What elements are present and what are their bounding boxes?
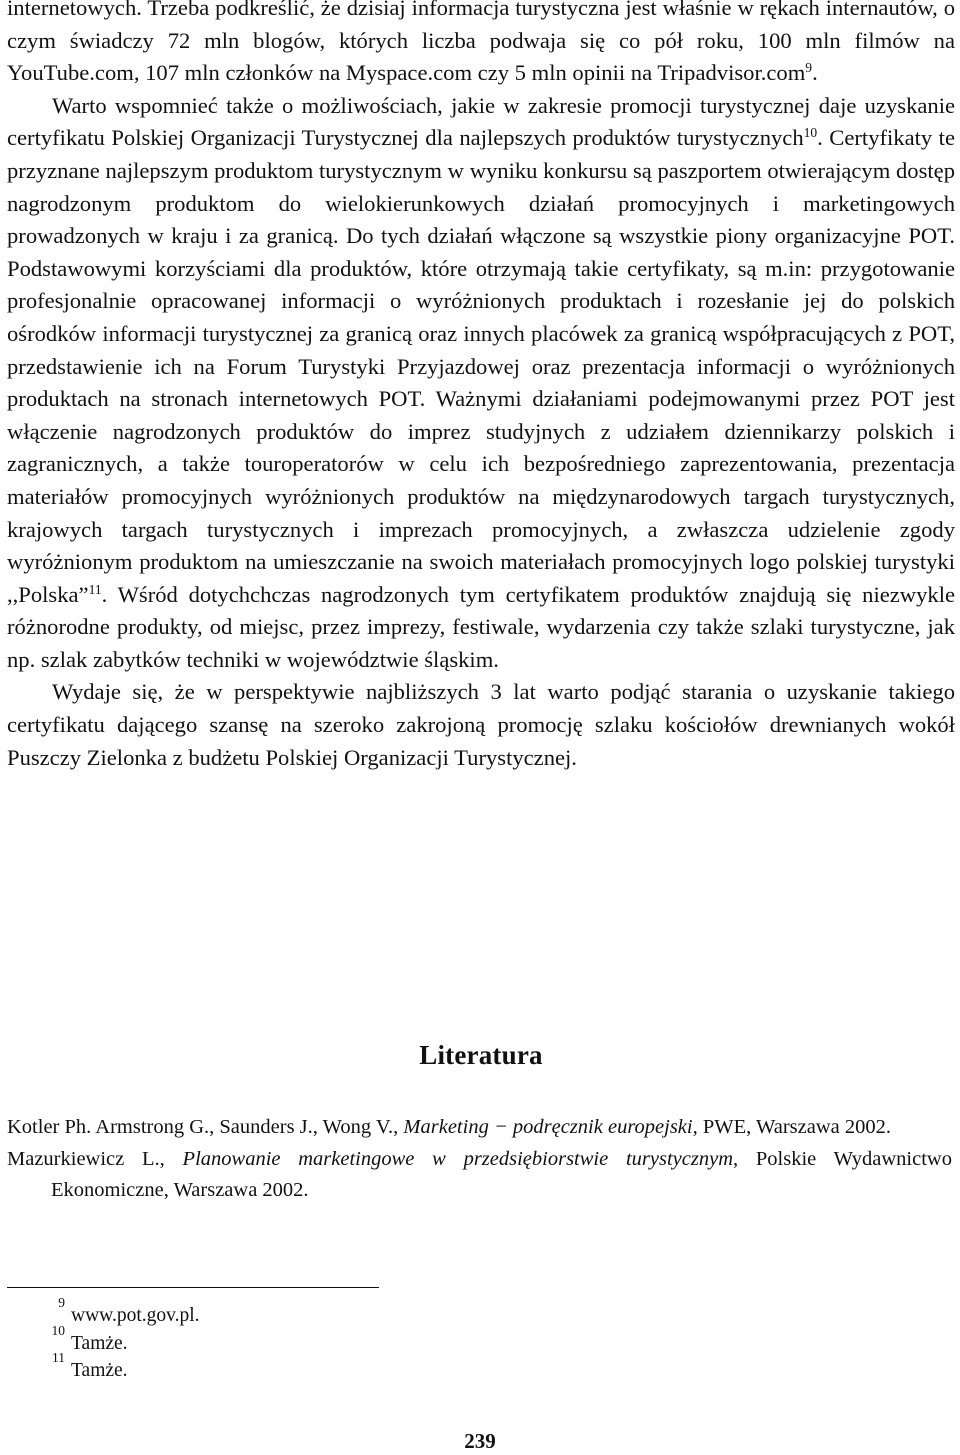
ref-title: Marketing − podręcznik europejski [403, 1116, 693, 1138]
body-paragraph-1 [7, 0, 955, 90]
paragraph-2-text-b: . Certyfikaty te przyznane najlepszym produktom turystycznym w wyniku konkursu są paszportem otwierającym dostęp nagrodzonym produktom do wielokierunkowych działań promocyjnych i marketingowych prowadzonych w kraju i za granicą. Do tych działań włączone są wszystkie piony organizacyjne POT. Podstawowymi korzyściami dla produktów, które otrzymają takie certyfikaty, są m.in: przygotowanie profesjonalnie opracowanej informacji o wyróżnionych produktach i rozesłanie jej do polskich ośrodków informacji turystycznej za granicą oraz innych placówek za granicą współpracujących z POT, przedstawienie ich na Forum Turystyki Przyjazdowej oraz prezentacja informacji o wyróżnionych produktach na stronach internetowych POT. Ważnymi działaniami podejmowanymi przez POT jest włączenie nagrodzonych produktów do imprez studyjnych z udziałem dziennikarzy polskich i zagranicznych, a także touroperatorów w celu ich bezpośredniego zaprezentowania, prezentacja materiałów promocyjnych wyróżnionych produktów na międzynarodowych targach turystycznych, krajowych targach turystycznych i imprezach promocyjnych, a zwłaszcza udzielenie zgody wyróżnionym produktom na umieszczanie na swoich materiałach promocyjnych logo polskiej turystyki ,,Polska” [7, 125, 955, 607]
footnote-text: Tamże. [71, 1360, 128, 1381]
paragraph-2-text-c: . Wśród dotychchczas nagrodzonych tym certyfikatem produktów znajdują się niezwykle różnorodne produkty, od miejsc, przez imprezy, festiwale, wydarzenia czy także szlaki turystyczne, jak np. szlak zabytków techniki w województwie śląskim. [7, 581, 955, 672]
footnote-ref-11: 11 [88, 581, 102, 597]
footnote-10 [7, 1322, 707, 1358]
document-page [7, 0, 955, 1381]
bibliography-list [7, 1112, 952, 1206]
page-number: 239 [464, 1429, 496, 1453]
footnote-11 [7, 1350, 707, 1385]
ref-publisher: , Polskie Wydawnictwo Ekonomiczne, Warszawa 2002. [51, 1148, 952, 1201]
ref-title: Planowanie marketingowe w przedsiębiorstwie turystycznym [182, 1148, 734, 1170]
footnote-ref-9: 9 [805, 60, 813, 76]
paragraph-2-text-a: Warto wspomnieć także o możliwościach, jakie w zakresie promocji turystycznej daje uzyskanie certyfikatu Polskiej Organizacji Turystycznej dla najlepszych produktów turystycznych [7, 92, 955, 151]
bibliography-entry [7, 1144, 952, 1206]
footnote-text: www.pot.gov.pl. [71, 1305, 200, 1326]
footnote-number: 9 [58, 1295, 65, 1310]
literature-heading: Literatura [419, 1040, 543, 1070]
footnote-text: Tamże. [71, 1332, 128, 1354]
ref-authors: Kotler Ph. Armstrong G., Saunders J., Wong V., [7, 1116, 404, 1138]
footnotes [7, 1295, 707, 1385]
footnote-separator [7, 1287, 379, 1288]
footnote-number: 11 [52, 1350, 65, 1365]
body-paragraph-2 [7, 90, 955, 677]
footnote-number: 10 [51, 1322, 65, 1338]
body-paragraph-3: Wydaje się, że w perspektywie najbliższych 3 lat warto podjąć starania o uzyskanie takiego certyfikatu dającego szansę na szeroko zakrojoną promocję szlaku kościołów drewnianych wokół Puszczy Zielonka z budżetu Polskiej Organizacji Turystycznej. [7, 679, 955, 770]
footnote-ref-10: 10 [803, 125, 818, 141]
ref-publisher: , PWE, Warszawa 2002. [692, 1116, 891, 1138]
paragraph-1-end: . [812, 60, 818, 86]
footnote-9 [7, 1295, 707, 1330]
ref-authors: Mazurkiewicz L., [7, 1148, 183, 1170]
paragraph-1-text: internetowych. Trzeba podkreślić, że dzisiaj informacja turystyczna jest właśnie w rękach internautów, o czym świadczy 72 mln blogów, których liczba podwaja się co pół roku, 100 mln filmów na YouTube.com, 107 mln członków na Myspace.com czy 5 mln opinii na Tripadvisor.com [7, 0, 955, 86]
bibliography-entry [7, 1112, 952, 1143]
